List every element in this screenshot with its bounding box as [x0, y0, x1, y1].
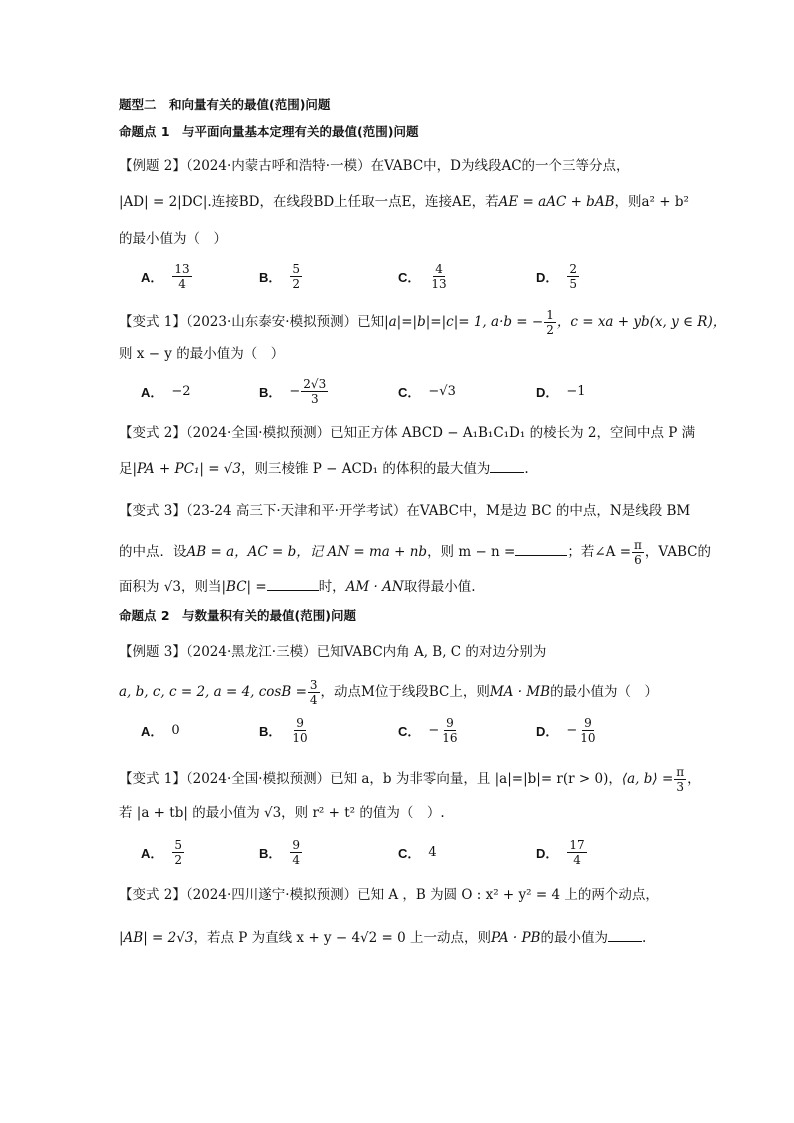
ex3-cond: a, b, c, c = 2, a = 4, cosB = [119, 684, 307, 700]
ex3-text: ，动点M位于线段BC上，则 [320, 684, 490, 700]
option-label: D． [536, 845, 559, 861]
v2-line2 [119, 459, 529, 479]
option-label: D． [536, 269, 559, 285]
v3-text6: 时， [318, 579, 346, 595]
ex3-line2 [119, 678, 658, 707]
v3-text7: 取得最小值. [403, 579, 476, 595]
ex2-option-b[interactable] [259, 256, 303, 296]
fraction: $\frac{1}{2}$ [546, 308, 554, 337]
v4-head-text: 【变式 1】（2024·全国·模拟预测）已知 a，b 为非零向量，且 |a|=|b|= r(r > 0)， [119, 771, 622, 787]
fraction: $\frac{2√3}{3}$ [303, 376, 327, 406]
point1-title: 命题点 1 与平面向量基本定理有关的最值(范围)问题 [119, 124, 419, 139]
option-label: A． [141, 845, 164, 861]
v1-option-c[interactable] [398, 371, 456, 411]
v2-end: . [524, 461, 529, 477]
v1-options [0, 371, 794, 411]
v2-head: 【变式 2】（2024·全国·模拟预测）已知正方体 ABCD − A₁B₁C₁D₁ 的棱长为 2，空间中点 P 满 [119, 425, 696, 441]
v5-dot: PA · PB [491, 930, 541, 946]
option-label: A． [141, 384, 164, 400]
v1-cond2: ，c = xa + yb(x, y ∈ R)， [556, 314, 727, 330]
ex2-option-a[interactable] [141, 256, 193, 296]
v3-head: 【变式 3】（23-24 高三下·天津和平·开学考试）在VABC中，M是边 BC 的中点，N是线段 BM [119, 503, 691, 519]
answer-blank[interactable] [515, 555, 567, 556]
ex3-text2: 的最小值为（ ） [550, 684, 659, 700]
point2-title: 命题点 2 与数量积有关的最值(范围)问题 [119, 608, 356, 623]
v1-option-a[interactable] [141, 371, 191, 411]
ex2-line2 [119, 192, 689, 212]
fraction: $\frac{3}{4}$ [309, 678, 318, 707]
fraction: $\frac{9}{16}$ [442, 715, 458, 745]
v1-option-d[interactable] [536, 371, 586, 411]
option-label: B． [259, 269, 282, 285]
v5-text: ，若点 P 为直线 x + y − 4√2 = 0 上一动点，则 [193, 930, 491, 946]
v3-text: 的中点．设 [119, 544, 187, 560]
v3-text3: ；若∠A = [567, 544, 632, 560]
v1-line2: 则 x − y 的最小值为（ ） [119, 346, 285, 362]
option-value: −√3 [428, 383, 456, 399]
ex3-option-d[interactable] [536, 710, 599, 750]
ex2-options [0, 256, 794, 296]
ex2-head: 【例题 2】（2024·内蒙古呼和浩特·一模）在VABC中，D为线段AC的一个三等分点， [119, 158, 630, 174]
v5-line2 [119, 928, 646, 948]
v3-line2 [119, 538, 711, 567]
v3-text5: 面积为 √3，则当 [119, 579, 222, 595]
v2-cond: |PA + PC₁| = √3 [132, 461, 241, 477]
v1-head [119, 308, 726, 337]
v4-line2: 若 |a + tb| 的最小值为 √3，则 r² + t² 的值为（ ）. [119, 805, 445, 821]
v5-abs: |AB| = 2√3 [119, 930, 194, 946]
v3-text4: ，VABC的 [644, 544, 712, 560]
ex2-vector-eq: AE = aAC + bAB [498, 194, 615, 210]
fraction: $\frac{13}{4}$ [174, 261, 190, 291]
answer-blank[interactable] [608, 941, 642, 942]
option-value: −1 [566, 383, 586, 399]
option-label: B． [259, 845, 282, 861]
fraction: $\frac{\pi}{3}$ [676, 765, 685, 794]
option-label: D． [536, 384, 559, 400]
fraction: $\frac{9}{10}$ [292, 715, 308, 745]
answer-blank[interactable] [490, 472, 524, 473]
v3-line3 [119, 577, 476, 597]
ex2-abs-cond: |AD| = 2|DC| [119, 194, 208, 210]
option-label: B． [259, 384, 282, 400]
v3-vectors: AB = a，AC = b，记 AN = ma + nb [186, 544, 428, 560]
v3-dot: AM · AN [345, 579, 404, 595]
ex2-text-end: ，则a² + b² [614, 194, 689, 210]
option-label: B． [259, 723, 282, 739]
v3-abs: |BC| = [221, 579, 267, 595]
option-label: C． [398, 269, 421, 285]
option-label: C． [398, 845, 421, 861]
ex2-text: .连接BD，在线段BD上任取一点E，连接AE，若 [207, 194, 499, 210]
v2-text2: ，则三棱锥 P − ACD₁ 的体积的最大值为 [241, 461, 491, 477]
option-sign: − [428, 722, 440, 738]
fraction: $\frac{17}{4}$ [569, 837, 585, 867]
option-sign: − [566, 722, 578, 738]
v2-text: 足 [119, 461, 133, 477]
v5-head: 【变式 2】（2024·四川遂宁·模拟预测）已知 A ，B 为圆 O : x² + y² = 4 上的两个动点， [119, 887, 659, 903]
v3-text2: ，则 m − n = [427, 544, 516, 560]
v4-option-d[interactable] [536, 832, 588, 872]
option-label: A． [141, 269, 164, 285]
ex2-line3: 的最小值为（ ） [119, 231, 227, 247]
ex3-option-a[interactable] [141, 710, 180, 750]
v4-head [119, 765, 701, 794]
ex2-option-d[interactable] [536, 256, 580, 296]
fraction: $\frac{9}{10}$ [580, 715, 596, 745]
fraction: $\frac{4}{13}$ [431, 261, 447, 291]
v5-end: . [641, 930, 647, 946]
fraction: $\frac{5}{2}$ [292, 261, 301, 291]
option-value: 4 [428, 844, 437, 860]
option-value: −2 [171, 383, 191, 399]
v1-option-b[interactable] [259, 371, 329, 411]
ex3-option-c[interactable] [398, 710, 461, 750]
ex2-option-c[interactable] [398, 256, 450, 296]
v1-head-text: 【变式 1】（2023·山东泰安·模拟预测）已知 [119, 314, 385, 330]
fraction: $\frac{2}{5}$ [569, 261, 578, 291]
v4-option-c[interactable] [398, 832, 437, 872]
ex3-option-b[interactable] [259, 710, 311, 750]
fraction: $\frac{5}{2}$ [174, 837, 183, 867]
v4-angle: ⟨a, b⟩ = [621, 771, 674, 787]
answer-blank[interactable] [267, 590, 319, 591]
v4-option-b[interactable] [259, 832, 303, 872]
v5-text2: 的最小值为 [540, 930, 608, 946]
v4-option-a[interactable] [141, 832, 185, 872]
v1-cond: |a|=|b|=|c|= 1, a·b = − [384, 314, 544, 330]
option-label: C． [398, 723, 421, 739]
option-label: A． [141, 723, 164, 739]
option-label: C． [398, 384, 421, 400]
ex3-options [0, 710, 794, 750]
ex3-head: 【例题 3】（2024·黑龙江·三模）已知VABC内角 A, B, C 的对边分别为 [119, 644, 547, 660]
option-label: D． [536, 723, 559, 739]
option-value: 0 [171, 722, 180, 738]
fraction: $\frac{9}{4}$ [292, 837, 301, 867]
v4-options [0, 832, 794, 872]
v4-comma: ， [687, 771, 701, 787]
section-title: 题型二 和向量有关的最值(范围)问题 [119, 97, 331, 112]
ex3-dot: MA · MB [489, 684, 551, 700]
fraction: $\frac{\pi}{6}$ [634, 538, 642, 567]
option-sign: − [289, 383, 301, 399]
